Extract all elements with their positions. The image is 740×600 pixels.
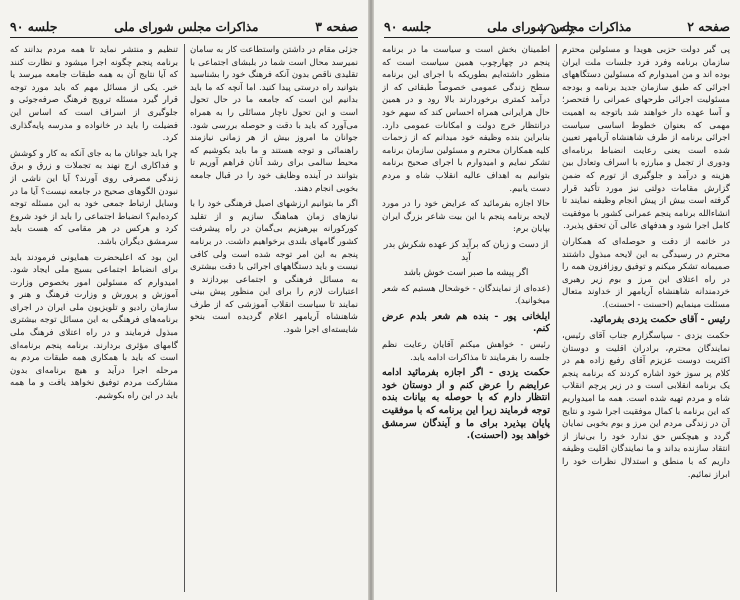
- verse-line: اگر پیشه ما صبر است خوش باشد: [403, 268, 529, 279]
- page-header: [10, 10, 358, 38]
- body-paragraph: رئیس - خواهش میکنم آقایان رعایت نظم جلسه را بفرمایند تا مذاکرات ادامه یابد.: [382, 340, 550, 363]
- session-number: جلسه ۹۰: [10, 19, 58, 34]
- column-divider: [184, 44, 185, 592]
- page-2: [374, 0, 740, 600]
- body-paragraph: اگر ما بتوانیم ارزشهای اصیل فرهنگی خود را با نیازهای زمان هماهنگ سازیم و از تقلید کورکورانه بپرهیزیم بی‌گمان در راه پیشرفت کشور گامهای بلندی برخواهیم داشت. در برنامه پنجم به این امر توجه شده است ولی کافی نیست و باید دستگاههای اجرائی با دقت بیشتری به مسائل فرهنگی و اجتماعی بپردازند و اعتبارات لازم را برای این منظور پیش بینی نمایند تا سیاست انقلاب آموزشی که از طرف شاهنشاه آریامهر اعلام گردیده است بنحو شایسته‌ای اجرا شود.: [190, 199, 358, 336]
- publication-title: مذاکرات مجلس شورای ملی: [487, 20, 632, 34]
- body-paragraph: حکمت یزدی - سپاسگزارم جناب آقای رئیس، نمایندگان محترم، برادران اقلیت و دوستان اکثریت دوست عزیزم آقای رفیع زاده هم در کلام پر سوز خود اشاره کردند که برنامه پنجم یک برنامه انقلابی است و در زیر پرچم انقلاب شاه و مردم تهیه شده است. همه ما امیدواریم که این برنامه با کمال موفقیت اجرا شود و نتایج آن در زندگی مردم این مرز و بوم بخوبی نمایان گردد و هیچکس حق ندارد خود را بی‌نیاز از انتقاد سازنده بداند و ما نمایندگان اقلیت وظیفه داریم که با منطق و استدلال نظرات خود را ابراز نمائیم.: [562, 331, 730, 480]
- body-paragraph: چرا باید جوانان ما به جای آنکه به کار و کوشش و فداکاری ارج نهند به تجملات و زرق و برق زندگی مصرفی روی آورند؟ آیا این ناشی از نبودن الگوهای صحیح در جامعه نیست؟ آیا ما در وسایل ارتباط جمعی خود به این مسئله توجه کرده‌ایم؟ انضباط اجتماعی را باید از خود شروع کرد و هرکس در هر مقامی که هست باید سرمشق دیگران باشد.: [10, 148, 178, 247]
- body-paragraph: تنظیم و منتشر نماید تا همه مردم بدانند که برنامه پنجم چگونه اجرا میشود و نظارت کنند که آیا نتایج آن به همه طبقات جامعه میرسد یا خیر. یکی از مسائل مهم که باید مورد توجه قرار گیرد مسئله ترویج فرهنگ صرفه‌جوئی و جلوگیری از اسراف است که اساس این فضیلت را باید در خانواده و مدرسه پایه‌گذاری کرد.: [10, 45, 178, 144]
- text-column-left: [10, 44, 178, 592]
- speaker-paragraph: رئیس - آقای حکمت یزدی بفرمائید.: [589, 314, 730, 326]
- handwritten-mark: [539, 18, 577, 40]
- body-paragraph: این بود که اعلیحضرت همایونی فرمودند باید برای انضباط اجتماعی بسیج ملی ایجاد شود. امیدوارم که مسئولین امور بخصوص وزارت آموزش و پرورش و وزارت فرهنگ و هنر و سازمان رادیو و تلویزیون ملی ایران در اجرای برنامه‌های فرهنگی به این مسائل توجه بیشتری مبذول فرمایند و در راه اعتلای فرهنگ ملی گامهای مؤثری بردارند. برنامه پنجم برنامه‌ای است که باید با همکاری همه طبقات مردم به مرحله اجرا درآید و هیچ برنامه‌ای بدون مشارکت مردم توفیق نخواهد یافت و ما همه باید در این راه بکوشیم.: [10, 252, 178, 402]
- session-number: جلسه ۹۰: [384, 19, 432, 34]
- body-paragraph: جزئی مقام در داشتن واستطاعت کار به سامان نمیرسد محال است شما در بلبشای اجتماعی با تقلیدی ناقص بدون آنکه فرهنگ خود را بشناسید بتوانید راه درستی پیدا کنید. اما آنچه که ما باید بدانیم این است که جامعه ما در حال تحول است و این تحول ناچار مسائلی را به همراه می‌آورد که باید با دقت و حوصله بررسی شود. جوانان ما امروز بیش از هر زمانی نیازمند راهنمائی و توجه هستند و ما باید بکوشیم که محیط سالمی برای رشد آنان فراهم آوریم تا بتوانند در آینده وظایف خود را در قبال جامعه بخوبی انجام دهند.: [190, 45, 358, 194]
- speaker-paragraph: حکمت یزدی - اگر اجازه بفرمائید ادامه عرایضم را عرض کنم و از دوستان خود انتظار دارم که با حوصله به بیانات بنده توجه فرمایند زیرا این برنامه که با موفقیت پایان بپذیرد برای ما و آیندگان سرمشق خواهد بود (احسنت).: [382, 367, 550, 442]
- column-divider: [556, 44, 557, 592]
- text-column-right: [190, 44, 358, 592]
- body-paragraph: (عده‌ای از نمایندگان - خوشحال هستیم که شعر میخوانید).: [382, 283, 550, 307]
- text-column-left: [382, 44, 550, 592]
- verse-line: از دست و زبان که برآید کز عهده شکرش بدر آید: [383, 239, 549, 263]
- body-paragraph: اطمینان بخش است و سیاست ما در برنامه پنجم در چهارچوب همین سیاست است که منظور داشته‌ایم بطوریکه با اجرای این برنامه سطح زندگی عمومی خصوصاً طبقاتی که از درآمد کمتری برخوردارند بالا رود و در همین حال هرایرانی همراه احساس کند که سهم خود درانتظار خرج دولت و امکانات عمومی دارد. بنابراین بنده وظیفه خود میدانم که از زحمات کلیه همکاران محترم و مسئولین سازمان برنامه تشکر نمایم و امیدوارم با اجرای صحیح برنامه بتوانیم به اهداف عالیه انقلاب شاه و مردم دست یابیم.: [382, 45, 550, 194]
- body-paragraph: حالا اجازه بفرمائید که عرایض خود را در مورد لایحه برنامه پنجم با این بیت شاعر بزرگ ایران بپایان برم:: [382, 199, 550, 235]
- body-paragraph: در خاتمه از دقت و حوصله‌ای که همکاران محترم در رسیدگی به این لایحه مبذول داشتند صمیمانه تشکر میکنم و توفیق روزافزون همه را در راه اعتلای این مرز و بوم زیر رهبری خردمندانه شاهنشاه آریامهر از خداوند متعال مسئلت مینمایم (احسنت - احسنت).: [562, 236, 730, 310]
- publication-title: مذاکرات مجلس شورای ملی: [114, 20, 259, 34]
- page-3: [0, 0, 368, 600]
- body-paragraph: پی گیر دولت حزبی هویدا و مسئولین محترم سازمان برنامه وفرد فرد جلسات ملت ایران بوده اند و من امیدوارم که مسئولین دستگاههای اجرائی که طبق سازمان جدید برنامه و بودجه مسئولیت اجرائی طرحهای عمرانی را فتحصر؛ و آسا عهده دار خواهند شد باتوجه به اهمیت مهمی که بعنوان خطوط اساسی سیاست اجرائی برنامه از طرف شاهنشاه آریامهر تعیین شده است یعنی رعایت انضباط برنامه‌ای ودوری از تجمل و مبارزه با اسراف وتعادل بین هزینه و درآمد و جلوگیری از تورم که ضمن گزارش مقامات دولتی نیز مورد تأکید قرار گرفته است بیش از پیش انجام وظیفه نمایند تا انشاءالله برنامه پنجم عمرانی کشور با موفقیت کامل اجرا شود و هدفهای عالی آن تحقق پذیرد.: [562, 45, 730, 232]
- page-number: صفحه ۲: [687, 19, 730, 34]
- page-number: صفحه ۳: [315, 19, 358, 34]
- text-column-right: [562, 44, 730, 592]
- speaker-paragraph: ایلخانی پور - بنده هم شعر بلدم عرض کنم.: [382, 310, 550, 335]
